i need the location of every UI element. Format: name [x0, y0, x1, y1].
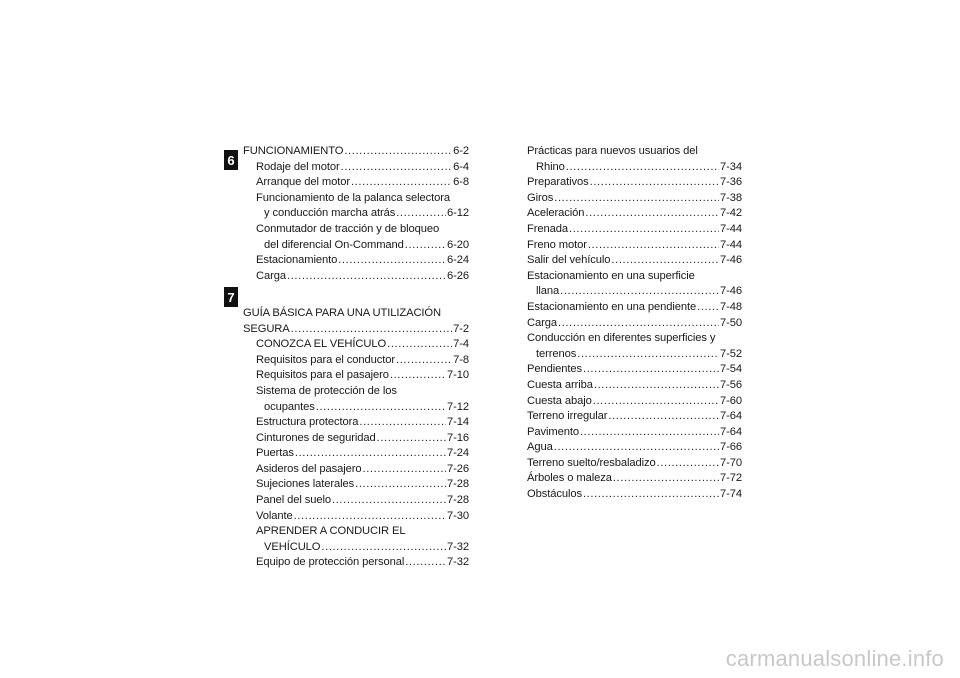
- dot-leader: [363, 462, 447, 478]
- toc-entry[interactable]: [527, 191, 742, 207]
- toc-entry[interactable]: [243, 368, 469, 384]
- dot-leader: [554, 440, 719, 456]
- toc-entry-title: Freno motor: [527, 238, 587, 251]
- toc-entry[interactable]: [527, 378, 742, 394]
- toc-entry[interactable]: [243, 337, 469, 353]
- toc-entry[interactable]: [527, 300, 742, 316]
- toc-entry-title: Volante: [256, 509, 293, 522]
- toc-entry-title: Aceleración: [527, 207, 585, 220]
- toc-entry[interactable]: [243, 555, 469, 571]
- toc-entry[interactable]: [243, 540, 469, 556]
- toc-entry-title: Carga: [256, 269, 286, 282]
- dot-leader: [396, 206, 446, 222]
- toc-entry-page: 7-14: [447, 416, 469, 429]
- toc-entry-title: Rodaje del motor: [256, 160, 340, 173]
- dot-leader: [387, 337, 452, 353]
- toc-entry-page: 7-42: [720, 207, 742, 220]
- toc-entry-title: Agua: [527, 441, 553, 454]
- toc-entry[interactable]: [243, 462, 469, 478]
- toc-entry-page: 7-64: [720, 425, 742, 438]
- toc-entry-title: Pendientes: [527, 363, 582, 376]
- toc-entry-title: SEGURA: [243, 322, 290, 335]
- toc-entry-page: 7-56: [720, 378, 742, 391]
- toc-entry-page: 7-50: [720, 316, 742, 329]
- toc-entry-title: Requisitos para el pasajero: [256, 369, 389, 382]
- toc-entry-page: 7-64: [720, 410, 742, 423]
- dot-leader: [590, 175, 719, 191]
- toc-entry-title: Cuesta abajo: [527, 394, 592, 407]
- toc-entry-page: 6-4: [453, 160, 469, 173]
- toc-entry-title: GUÍA BÁSICA PARA UNA UTILIZACIÓN: [243, 306, 442, 319]
- dot-leader: [593, 394, 719, 410]
- toc-entry-page: 7-70: [720, 456, 742, 469]
- toc-entry-page: 7-46: [720, 285, 742, 298]
- toc-entry[interactable]: [243, 175, 469, 191]
- toc-entry-page: 7-34: [720, 160, 742, 173]
- toc-entry[interactable]: [243, 191, 469, 207]
- toc-left-column: [243, 144, 469, 571]
- dot-leader: [291, 322, 452, 338]
- toc-entry-page: 6-2: [453, 145, 469, 157]
- toc-entry-page: 7-8: [453, 353, 469, 366]
- toc-entry-title: Terreno suelto/resbaladizo: [527, 456, 656, 469]
- dot-leader: [613, 471, 719, 487]
- toc-entry[interactable]: [527, 269, 742, 285]
- toc-entry[interactable]: [243, 415, 469, 431]
- toc-entry-title: Estacionamiento en una pendiente: [527, 300, 697, 313]
- dot-leader: [594, 378, 719, 394]
- toc-entry-title: Conmutador de tracción y de bloqueo: [256, 222, 440, 235]
- toc-entry-page: 7-48: [720, 300, 742, 313]
- dot-leader: [611, 253, 719, 269]
- dot-leader: [359, 415, 446, 431]
- toc-entry[interactable]: [527, 160, 742, 176]
- dot-leader: [580, 425, 719, 441]
- toc-entry-title: Funcionamiento de la palanca selectora: [256, 191, 450, 204]
- toc-entry[interactable]: [527, 144, 742, 160]
- toc-entry-title: Frenada: [527, 222, 568, 235]
- toc-entry-page: 7-26: [447, 462, 469, 475]
- toc-entry[interactable]: [243, 353, 469, 369]
- toc-entry-title: Sistema de protección de los: [256, 384, 397, 397]
- toc-entry[interactable]: [527, 316, 742, 332]
- toc-entry[interactable]: [527, 394, 742, 410]
- toc-entry-title: Salir del vehículo: [527, 254, 611, 267]
- toc-entry-title: Equipo de protección personal: [256, 556, 405, 569]
- toc-entry[interactable]: [243, 431, 469, 447]
- toc-entry-title: Asideros del pasajero: [256, 462, 362, 475]
- toc-entry-title: llana: [536, 285, 560, 298]
- toc-entry-page: 7-10: [447, 369, 469, 382]
- toc-right-column: [527, 144, 742, 503]
- toc-entry-page: 7-12: [447, 400, 469, 413]
- toc-entry-page: 7-2: [453, 322, 469, 335]
- toc-section-7: [243, 306, 469, 571]
- toc-entry-page: 7-32: [447, 540, 469, 553]
- toc-entry-page: 7-30: [447, 509, 469, 522]
- dot-leader: [316, 400, 446, 416]
- watermark-text: carmanualsonline.info: [725, 646, 944, 671]
- toc-entry-title: Cinturones de seguridad: [256, 431, 376, 444]
- toc-entry-title: Arranque del motor: [256, 176, 350, 189]
- toc-entry[interactable]: [243, 524, 469, 540]
- toc-entry-page: 6-20: [447, 238, 469, 251]
- toc-entry[interactable]: [243, 400, 469, 416]
- toc-entry[interactable]: [527, 284, 742, 300]
- dot-leader: [338, 253, 446, 269]
- toc-entry[interactable]: [527, 238, 742, 254]
- dot-leader: [344, 144, 452, 160]
- toc-entry-title: Preparativos: [527, 176, 589, 189]
- dot-leader: [583, 487, 719, 503]
- toc-entry-page: 7-44: [720, 222, 742, 235]
- dot-leader: [405, 238, 446, 254]
- toc-entry[interactable]: [527, 487, 742, 503]
- toc-entry[interactable]: [527, 253, 742, 269]
- toc-entry-page: 7-60: [720, 394, 742, 407]
- dot-leader: [577, 347, 719, 363]
- toc-entry-title: Estacionamiento: [256, 254, 338, 267]
- toc-entry-page: 7-44: [720, 238, 742, 251]
- chapter-tab-6: 6: [224, 150, 238, 170]
- toc-entry-title: Sujeciones laterales: [256, 478, 355, 491]
- toc-entry-page: 7-54: [720, 363, 742, 376]
- toc-entry-title: Terreno irregular: [527, 410, 608, 423]
- toc-entry-page: 7-74: [720, 488, 742, 501]
- toc-entry-title: Conducción en diferentes superficies y: [527, 332, 716, 345]
- dot-leader: [355, 477, 446, 493]
- toc-entry[interactable]: [527, 347, 742, 363]
- toc-entry-title: y conducción marcha atrás: [264, 207, 396, 220]
- toc-entry-title: ocupantes: [264, 400, 315, 413]
- toc-entry[interactable]: [243, 322, 469, 338]
- toc-entry-title: Requisitos para el conductor: [256, 353, 395, 366]
- dot-leader: [569, 222, 719, 238]
- toc-entry-page: 6-12: [447, 207, 469, 220]
- toc-entry-title: Carga: [527, 316, 557, 329]
- toc-entry-title: Rhino: [536, 160, 565, 173]
- dot-leader: [295, 446, 446, 462]
- toc-entry-page: 7-4: [453, 338, 469, 351]
- dot-leader: [588, 238, 719, 254]
- toc-entry[interactable]: [527, 471, 742, 487]
- toc-entry[interactable]: [527, 331, 742, 347]
- dot-leader: [560, 284, 719, 300]
- toc-entry[interactable]: [527, 362, 742, 378]
- dot-leader: [405, 555, 446, 571]
- toc-entry-page: 7-16: [447, 431, 469, 444]
- toc-entry-page: 7-28: [447, 494, 469, 507]
- dot-leader: [351, 175, 452, 191]
- dot-leader: [583, 362, 719, 378]
- toc-entry-title: del diferencial On-Command: [264, 238, 404, 251]
- dot-leader: [554, 191, 719, 207]
- toc-entry-page: 7-72: [720, 472, 742, 485]
- dot-leader: [287, 269, 446, 285]
- toc-entry-page: 6-26: [447, 269, 469, 282]
- toc-entry-title: CONOZCA EL VEHÍCULO: [256, 338, 387, 351]
- dot-leader: [294, 509, 446, 525]
- toc-section-6: [243, 144, 469, 284]
- toc-entry-page: 7-24: [447, 447, 469, 460]
- dot-leader: [332, 493, 446, 509]
- toc-entry-title: Cuesta arriba: [527, 378, 593, 391]
- dot-leader: [390, 368, 446, 384]
- toc-entry[interactable]: [243, 509, 469, 525]
- dot-leader: [697, 300, 719, 316]
- toc-entry[interactable]: [527, 409, 742, 425]
- toc-entry-title: Prácticas para nuevos usuarios del: [527, 145, 698, 157]
- dot-leader: [321, 540, 446, 556]
- toc-entry[interactable]: [243, 253, 469, 269]
- toc-entry[interactable]: [243, 384, 469, 400]
- toc-entry-title: Pavimento: [527, 425, 579, 438]
- toc-entry[interactable]: [527, 222, 742, 238]
- toc-entry-title: APRENDER A CONDUCIR EL: [256, 525, 406, 538]
- toc-entry[interactable]: [243, 477, 469, 493]
- toc-entry-title: Puertas: [256, 447, 294, 460]
- toc-entry-page: 7-36: [720, 176, 742, 189]
- dot-leader: [566, 160, 719, 176]
- toc-entry-title: FUNCIONAMIENTO: [243, 145, 344, 157]
- toc-entry[interactable]: [243, 446, 469, 462]
- toc-entry-page: 7-32: [447, 556, 469, 569]
- toc-entry[interactable]: [527, 425, 742, 441]
- toc-entry-title: Estructura protectora: [256, 416, 359, 429]
- toc-entry[interactable]: [243, 222, 469, 238]
- toc-entry[interactable]: [243, 493, 469, 509]
- toc-entry[interactable]: [527, 456, 742, 472]
- toc-entry-title: Giros: [527, 191, 554, 204]
- toc-entry-title: Estacionamiento en una superficie: [527, 269, 695, 282]
- toc-entry-title: VEHÍCULO: [264, 540, 321, 553]
- section-gap: [243, 284, 469, 300]
- toc-entry[interactable]: [527, 175, 742, 191]
- toc-entry-title: terrenos: [536, 347, 577, 360]
- dot-leader: [585, 206, 719, 222]
- toc-entry-title: Obstáculos: [527, 488, 582, 501]
- toc-entry-page: 7-38: [720, 191, 742, 204]
- toc-right-list: [527, 144, 742, 503]
- toc-entry-page: 7-66: [720, 441, 742, 454]
- toc-entry[interactable]: [527, 206, 742, 222]
- toc-entry-page: 7-52: [720, 347, 742, 360]
- toc-entry[interactable]: [243, 306, 469, 322]
- toc-entry[interactable]: [527, 440, 742, 456]
- toc-entry[interactable]: [243, 144, 469, 160]
- dot-leader: [341, 160, 453, 176]
- toc-entry-title: Árboles o maleza: [527, 472, 612, 485]
- toc-entry-page: 7-28: [447, 478, 469, 491]
- toc-entry-page: 6-24: [447, 254, 469, 267]
- dot-leader: [608, 409, 719, 425]
- toc-entry-page: 7-46: [720, 254, 742, 267]
- toc-entry[interactable]: [243, 160, 469, 176]
- chapter-tab-7: 7: [224, 287, 238, 307]
- toc-entry-title: Panel del suelo: [256, 494, 332, 507]
- dot-leader: [657, 456, 719, 472]
- dot-leader: [377, 431, 446, 447]
- toc-entry[interactable]: [243, 238, 469, 254]
- toc-entry[interactable]: [243, 269, 469, 285]
- dot-leader: [558, 316, 719, 332]
- dot-leader: [396, 353, 452, 369]
- toc-entry-page: 6-8: [453, 176, 469, 189]
- toc-entry[interactable]: [243, 206, 469, 222]
